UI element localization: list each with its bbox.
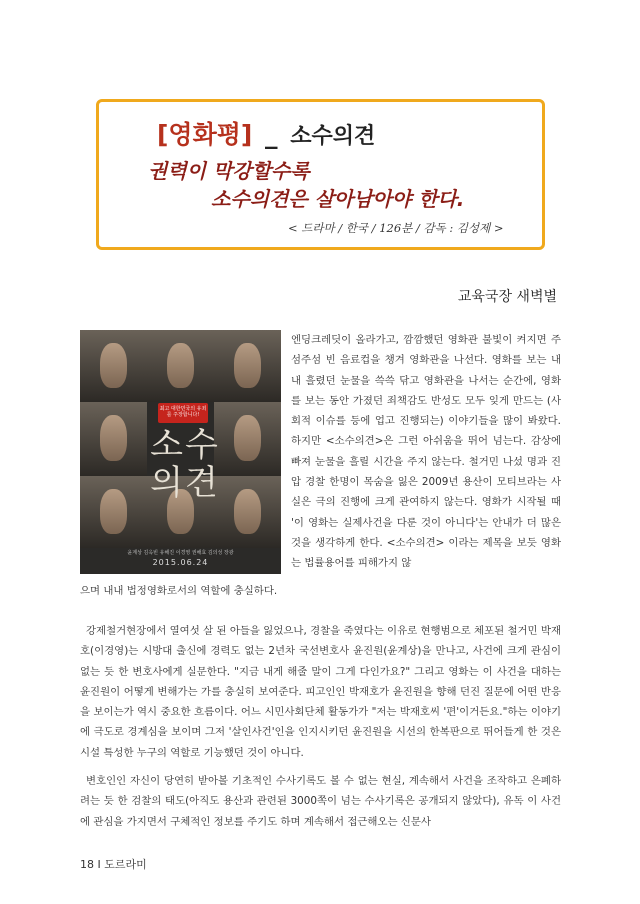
author-byline: 교육국장 새벽별 [457,289,557,305]
page-footer: 18 I 도르라미 [80,858,147,871]
paragraph-1-tail: 으며 내내 법정영화로서의 역할에 충실하다. [80,585,278,597]
paragraph-3: 변호인인 자신이 당연히 받아볼 기초적인 수사기록도 볼 수 없는 현실, 계속해서 사건을 조작하고 은폐하려는 듯 한 검찰의 태도(아직도 용산과 관련된 3000쪽이 넘는 수사기록은 공개되지 않았다), 유독 이 사건에 관심을 가지면서 구체적인 정보를 주기도 하며 계속해서 접근해오는 신문사 [80,775,561,828]
poster-title: 소수 의견 [150,425,220,503]
paragraph-2: 강제철거현장에서 열여섯 살 된 아들을 잃었으나, 경찰을 죽였다는 이유로 현행범으로 체포된 철거민 박재호(이경영)는 시방대 출신에 경력도 없는 2년차 국선변호사 윤진원(윤계상)을 만나고, 사건에 크게 관심이 없는 듯 한 변호사에게 실문한다. "지금 내게 해줄 말이 그게 다인가요?" 그리고 영화는 이 사건을 대하는 윤진원이 어떻게 변해가는 가를 충실히 보여준다. 피고인인 박재호가 윤진원을 향해 던진 질문에 어떤 반응을 보이는가 역시 중요한 흐름이다. 어느 시민사회단체 활동가가 "저는 박재호씨 '편'이거든요."하는 이야기에 극도로 경계심을 보이며 그저 '살인사건'인을 인지시키던 윤진원을 시선의 한복판으로 뛰어들게 한 것은 시설 특성한 누구의 역할로 기능했던 것이 아니다. [80,625,561,759]
paragraph-1: 엔딩크레딧이 올라가고, 깜깜했던 영화관 불빛이 켜지면 주섬주섬 빈 음료컵을 챙겨 영화관을 나선다. 영화를 보는 내내 흘렸던 눈물을 쓱쓱 닦고 영화관을 나서는 순간에, 영화를 보는 동안 가졌던 죄책감도 반성도 모두 잊게 만드는 (사회적 이슈를 등에 업고 진행되는) 이야기들을 많이 봐왔다. 하지만 <소수의견>은 그런 아쉬움을 뛰어 넘는다. 감상에 빠져 눈물을 흘릴 시간을 주지 않는다. 철거민 나섰 명과 진압 경찰 한명이 목숨을 잃은 2009년 용산이 모티브라는 사실은 극의 진행에 크게 관여하지 않는다. 영화가 시작될 때 '이 영화는 실제사건을 다룬 것이 아니다'는 안내가 더 많은 것을 생각하게 한다. <소수의견> 이라는 제목을 보듯 영화는 법률용어를 피해가지 않 [291,334,561,570]
movie-meta: < 드라마 / 한국 / 126분 / 감독 : 김성제 > [288,221,504,235]
title-dash: _ [265,120,278,149]
poster-release-date: 2015.06.24 [152,558,209,567]
tagline-line2: 소수의견은 살아남아야 한다. [211,187,465,211]
article-title [157,115,375,151]
poster-credits: 윤계상 김옥빈 유해진 이경영 권해효 김의성 장광 [127,550,234,556]
movie-title: 소수의견 [290,124,376,149]
tagline-line1: 권력이 막강할수록 [148,159,310,183]
category-label: [영화평] [157,120,253,149]
movie-poster [80,330,281,574]
poster-banner: 최고 대한민국의 유죄를 주장합니다! [158,403,208,423]
